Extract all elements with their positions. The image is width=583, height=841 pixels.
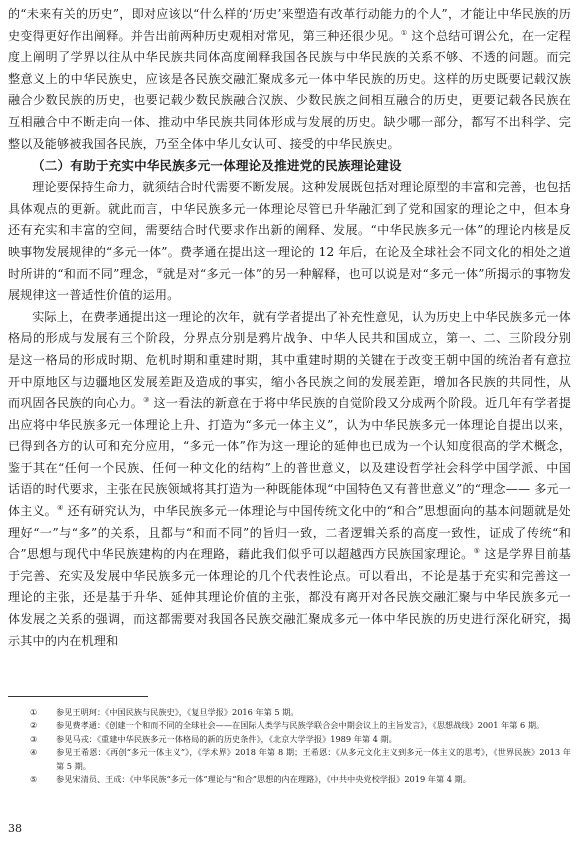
footnote-number: ⑤ [30,774,38,785]
body-paragraph [8,4,571,155]
page-number: 38 [8,822,22,835]
body-paragraph [8,307,571,653]
paragraph-text: 的“未来有关的历史”，即对应该以“什么样的‘历史’来塑造有改革行动能力的个人”，才能让中华民族的历史变得更好作出阐释。并告出前两种历史观相对常见，第三种还很少见。 [8,7,571,43]
paragraph-text: 还有研究认为，中华民族多元一体理论与中国传统文化中的“和合”思想面向的基本问题就是处理好“一”与“多”的关系，且都与“和而不同”的旨归一致，二者逻辑关系的高度一致性，证成了传统“和合”思想与现代中华民族建构的内在理路，藉此我们似乎可以超越西方民族国家理论。 [8,504,571,562]
footnote-item [8,746,571,773]
footnote-marker[interactable]: ⑤ [473,547,481,556]
footnote-item [8,773,571,786]
footnote-text: 参见王希恩：《再创“多元一体主义”》，《学术界》2018 年第 8 期；王希恩：《从多元文化主义到多元一体主义的思考》，《世界民族》2013 年第 5 期。 [56,747,571,771]
footnote-text: 参见费孝通：《创建一个和而不同的全球社会——在国际人类学与民族学联合会中期会议上的主旨发言》，《思想战线》2001 年第 6 期。 [56,720,545,731]
paragraph-text: 实际上，在费孝通提出这一理论的次年，就有学者提出了补充性意见，认为历史上中华民族多元一体格局的形成与发展有三个阶段，分界点分别是鸦片战争、中华人民共和国成立，第一、二、三阶段分别是这一格局的形成时期、危机时期和重建时期，其中重建时期的关键在于改变王朝中国的统治者有意拉开中原地区与边疆地区发展差距及造成的事实，缩小各民族之间的发展差距，增加各民族的共同性，从而巩固各民族的向心力。 [8,309,571,411]
body-text [8,4,571,652]
paragraph-text: 这是学界目前基于完善、充实及发展中华民族多元一体理论的几个代表性论点。可以看出，不论是基于充实和完善这一理论的主张，还是基于升华、延伸其理论价值的主张，都没有离开对各民族交融汇聚与中华民族多元一体发展之关系的强调，而这都需要对我国各民族交融汇聚成多元一体中华民族的历史进行深化研究，揭示其中的内在机理和 [8,547,571,648]
paragraph-text: 这一看法的新意在于将中华民族的自觉阶段又分成两个阶段。近几年有学者提出应将中华民族多元一体理论上升、打造为“多元一体主义”，认为中华民族多元一体理论自提出以来，已得到各方的认可和充分应用，“多元一体”作为这一理论的延伸也已成为一个认知度很高的学术概念，鉴于其在“任何一个民族、任何一种文化的结构”上的普世意义，以及建设哲学社会科学中国学派、中国话语的时代要求，主张在民族领域将其打造为一种既能体现“中国特色又有普世意义”的“理念—— 多元一体主义。 [8,396,571,519]
paragraph-text: 理论要保持生命力，就须结合时代需要不断发展。这种发展既包括对理论原型的丰富和完善，也包括具体观点的更新。就此而言，中华民族多元一体理论尽管已升华融汇到了党和国家的理论之中，但本身还有充实和丰富的空间，需要结合时代要求作出新的阐释、发展。“中华民族多元一体”的理论内核是反映事物发展规律的“多元一体”。费孝通在提出这一理论的 12 年后，在论及全球社会不同文化的相处之道时所讲的“和而不同”理念， [8,180,571,281]
footnote-item [8,706,571,719]
footnote-item [8,719,571,732]
footnote-text: 参见宋清员、王成：《中华民族“多元一体”理论与“和合”思想的内在理路》，《中共中央党校学报》2019 年第 4 期。 [56,774,471,785]
footnote-divider [8,696,148,697]
paragraph-text: 这个总结可谓公允，在一定程度上阐明了学界以往从中华民族共同体高度阐释我国各民族与中华民族的关系不够、不透的问题。而完整意义上的中华民族史，应该是各民族交融汇聚成多元一体中华民族的历史。这样的历史既要记载汉族融合少数民族的历史，也要记载少数民族融合汉族、少数民族之间相互融合的历史，更要记载各民族在互相融合中不断走向一体、推动中华民族共同体形成与发展的历史。缺少哪一部分，都写不出科学、完整以及能够被我国各民族，乃至全体中华儿女认可、接受的中华民族史。 [8,28,571,151]
footnote-number: ④ [30,747,38,758]
footnote-marker[interactable]: ④ [57,504,64,513]
footnote-number: ③ [30,733,38,744]
footnote-item [8,733,571,746]
footnote-text: 参见王明珂：《中国民族与民族史》，《复旦学报》2016 年第 5 期。 [56,707,299,717]
body-paragraph [8,177,571,307]
footnote-marker[interactable]: ③ [143,396,150,405]
footnote-number: ① [30,707,38,717]
footnotes-section [8,706,571,786]
section-heading: （二）有助于充实中华民族多元一体理论及推进党的民族理论建设 [32,158,402,174]
paragraph-text: 就是对“多元一体”的另一种解释，也可以说是对“多元一体”所揭示的事物发展规律这一普适性价值的运用。 [8,266,571,303]
footnote-marker[interactable]: ② [156,266,164,275]
footnote-text: 参见马戎：《重建中华民族多元一体格局的新的历史条件》，《北京大学学报》1989 年第 4 期。 [56,733,397,744]
footnote-marker[interactable]: ① [400,28,408,37]
footnote-number: ② [30,720,38,731]
